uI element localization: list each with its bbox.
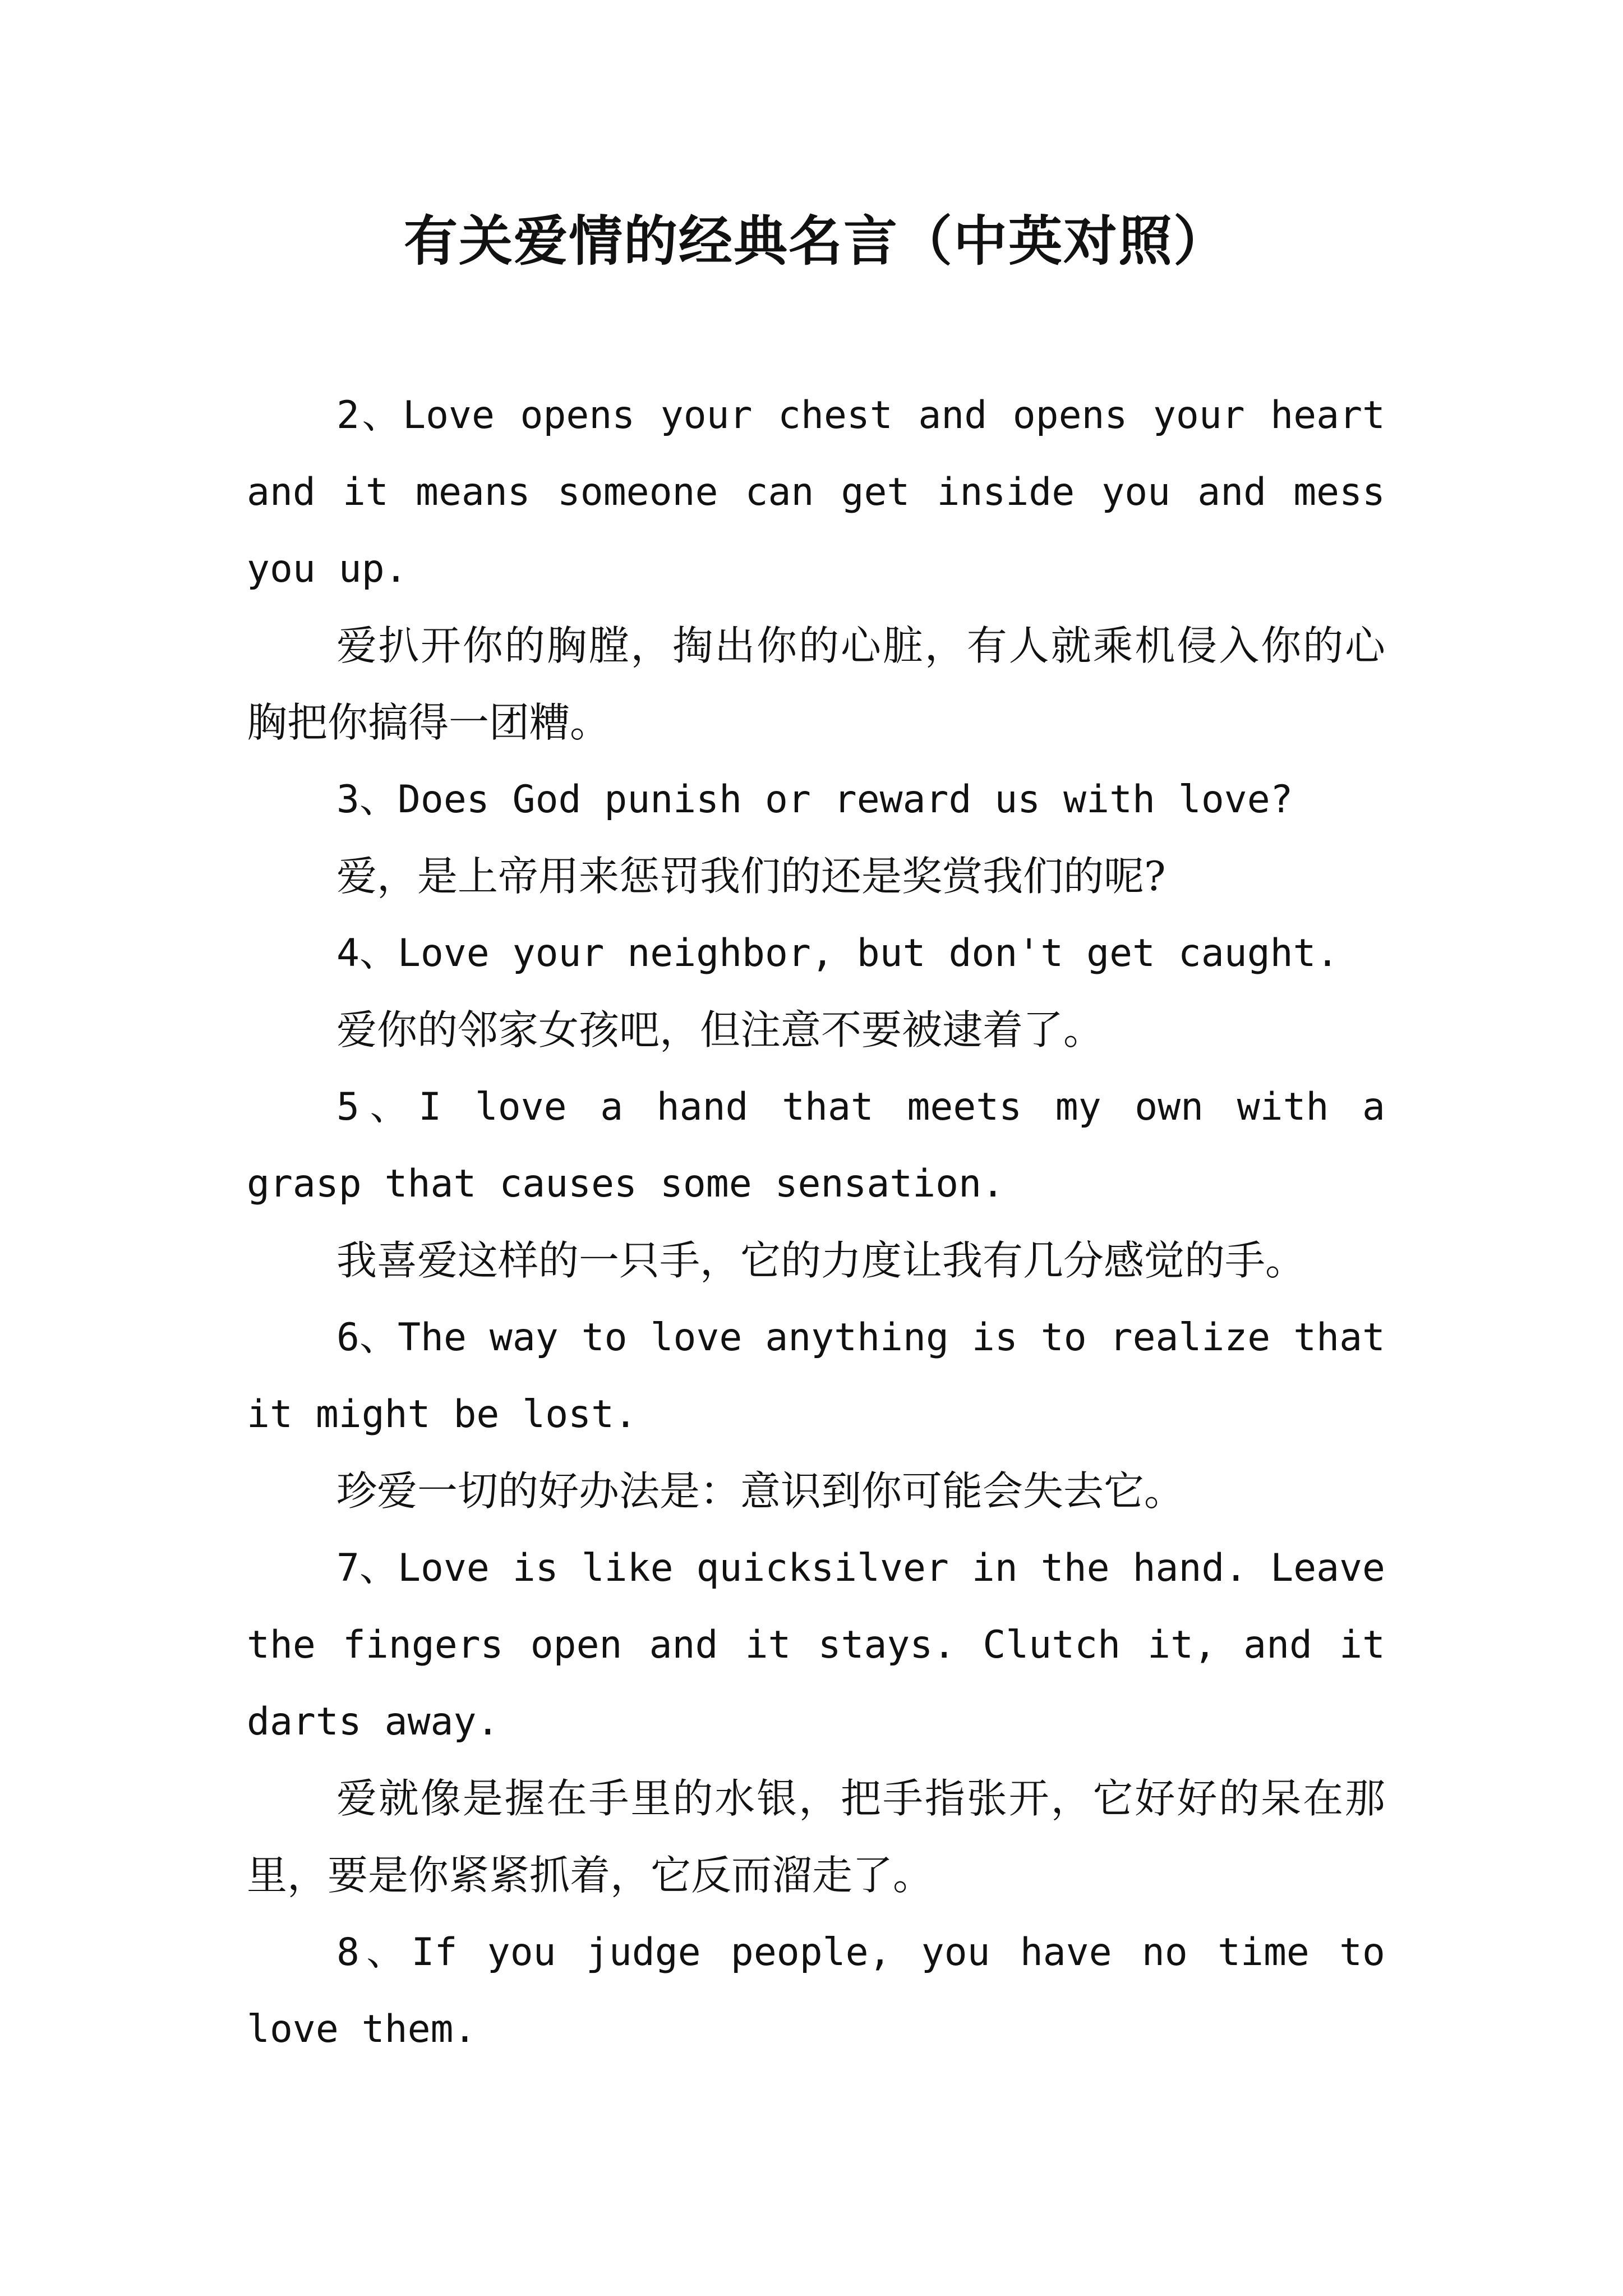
quote-6-english: 6、The way to love anything is to realize that it might be lost. <box>247 1315 1385 1437</box>
quote-7-english: 7、Love is like quicksilver in the hand. Leave the fingers open and it stays. Clutch it, and it darts away. <box>247 1546 1385 1744</box>
quote-2-english: 2、Love opens your chest and opens your heart and it means someone can get inside you and mess you up. <box>247 393 1385 591</box>
quote-3-chinese: 爱，是上帝用来惩罚我们的还是奖赏我们的呢? <box>336 853 1166 900</box>
quote-2-chinese: 爱扒开你的胸膛，掏出你的心脏，有人就乘机侵入你的心胸把你搞得一团糟。 <box>247 622 1385 746</box>
quote-7-chinese: 爱就像是握在手里的水银，把手指张开，它好好的呆在那里，要是你紧紧抓着，它反而溜走了。 <box>247 1775 1385 1899</box>
document-body <box>247 377 1385 2068</box>
quote-8-english: 8、If you judge people, you have no time to love them. <box>247 1930 1385 2051</box>
document-title: 有关爱情的经典名言（中英对照） <box>404 209 1228 273</box>
quote-4-english: 4、Love your neighbor, but don't get caught. <box>336 931 1339 976</box>
quote-6-chinese: 珍爱一切的好办法是：意识到你可能会失去它。 <box>336 1467 1185 1515</box>
quote-5-english: 5、I love a hand that meets my own with a grasp that causes some sensation. <box>247 1085 1385 1206</box>
quote-3-english: 3、Does God punish or reward us with love? <box>336 777 1293 822</box>
quote-4-chinese: 爱你的邻家女孩吧，但注意不要被逮着了。 <box>336 1006 1104 1053</box>
quote-5-chinese: 我喜爱这样的一只手，它的力度让我有几分感觉的手。 <box>336 1237 1306 1284</box>
